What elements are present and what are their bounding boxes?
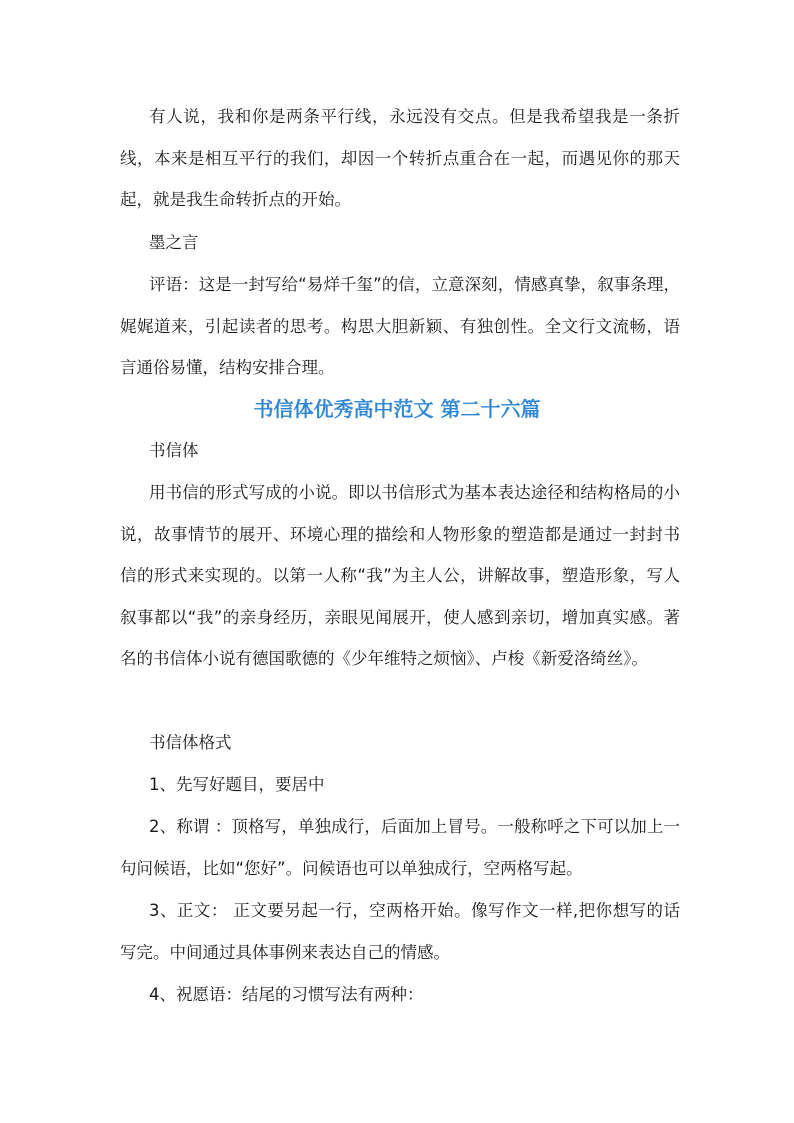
paragraph-definition: 用书信的形式写成的小说。即以书信形式为基本表达途径和结构格局的小说，故事情节的展开、环境心理的描绘和人物形象的塑造都是通过一封封书信的形式来实现的。以第一人称“我”为主人公，讲解故事，塑造形象，写人叙事都以“我”的亲身经历，亲眼见闻展开，使人感到亲切，增加真实感。著名的书信体小说有德国歌德的《少年维特之烦恼》、卢梭《新爱洛绮丝》。 (120, 483, 680, 668)
paragraph-format-heading: 书信体格式 (149, 733, 232, 752)
paragraph-format-item-3: 3、正文： 正文要另起一行，空两格开始。像写作文一样,把你想写的话写完。中间通过具体事例来表达自己的情感。 (120, 901, 680, 962)
paragraph-format-item-1: 1、先写好题目，要居中 (149, 775, 325, 794)
paragraph-comment: 评语：这是一封写给“易烊千玺”的信，立意深刻，情感真挚，叙事条理，娓娓道来，引起读者的思考。构思大胆新颖、有独创性。全文行文流畅，语言通俗易懂，结构安排合理。 (120, 275, 680, 377)
section-title: 书信体优秀高中范文 第二十六篇 (253, 397, 541, 421)
paragraph-parallel-lines: 有人说，我和你是两条平行线，永远没有交点。但是我希望我是一条折线，本来是相互平行的我们，却因一个转折点重合在一起，而遇见你的那天起，就是我生命转折点的开始。 (120, 107, 680, 209)
paragraph-author-signature: 墨之言 (149, 233, 199, 252)
paragraph-format-item-2: 2、称谓 ：顶格写，单独成行，后面加上冒号。一般称呼之下可以加上一句问候语，比如“您好”。问候语也可以单独成行，空两格写起。 (120, 817, 680, 878)
paragraph-format-item-4: 4、祝愿语：结尾的习惯写法有两种： (149, 985, 424, 1004)
paragraph-letter-style: 书信体 (149, 441, 199, 460)
